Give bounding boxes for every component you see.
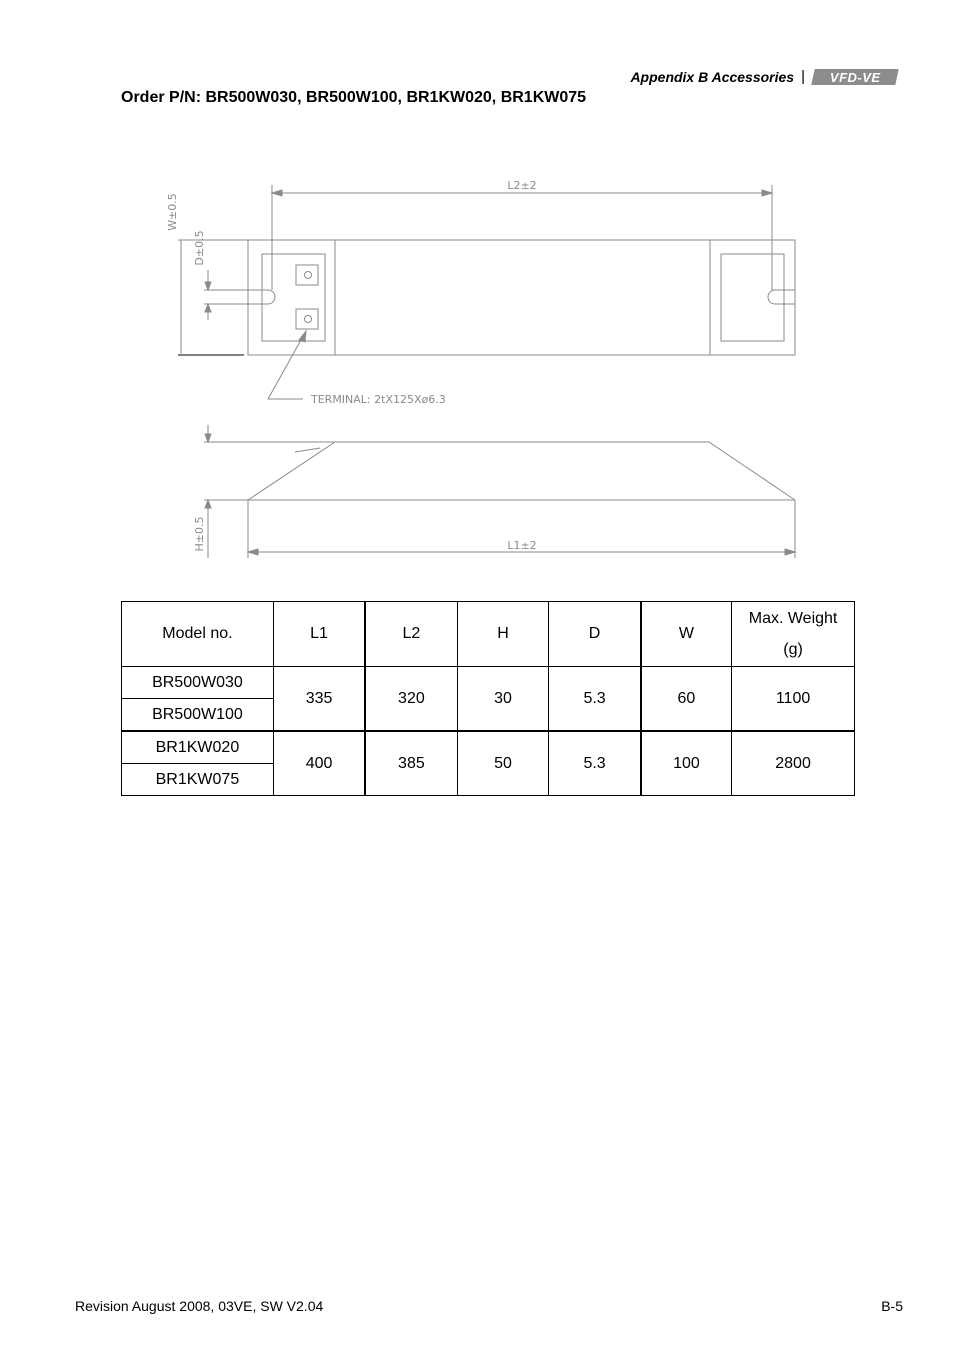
l2-dimension-label: L2±2 [507,179,537,192]
model-cell: BR500W030 [122,667,274,699]
header-l2: L2 [365,602,457,667]
max-weight-label: Max. Weight [748,610,838,627]
l2-cell: 320 [365,667,457,732]
l1-cell: 400 [273,731,365,796]
table-header-row [122,602,855,667]
model-cell: BR500W100 [122,699,274,732]
table-row [122,667,855,699]
logo-text: VFD-VE [829,69,881,84]
spec-table [121,601,855,796]
top-view-body [248,240,795,355]
l2-cell: 385 [365,731,457,796]
header-max-weight [732,602,855,667]
header-l1: L1 [273,602,365,667]
weight-cell: 2800 [732,731,855,796]
w-cell: 60 [641,667,732,732]
table-row [122,731,855,764]
max-weight-unit: (g) [783,641,803,658]
right-bracket [721,254,784,341]
h-dimension-label: H±0.5 [193,516,206,552]
page-number: B-5 [881,1298,903,1314]
d-cell: 5.3 [549,667,641,732]
header-h: H [457,602,549,667]
order-title: Order P/N: BR500W030, BR500W100, BR1KW020, BR1KW075 [121,89,587,106]
header-w: W [641,602,732,667]
header-model: Model no. [122,602,274,667]
terminal-label: TERMINAL: 2tX125Xø6.3 [311,393,446,406]
h-cell: 30 [457,667,549,732]
l1-cell: 335 [273,667,365,732]
section-title: Appendix B Accessories [630,68,795,85]
revision-footer: Revision August 2008, 03VE, SW V2.04 [75,1298,324,1314]
d-cell: 5.3 [549,731,641,796]
d-dimension-label: D±0.5 [193,230,206,266]
header-separator: | [801,68,805,85]
side-view-body [248,442,795,500]
model-cell: BR1KW075 [122,764,274,796]
weight-cell: 1100 [732,667,855,732]
resistor-drawing [0,0,954,600]
l1-dimension-label: L1±2 [507,539,537,552]
left-bracket [262,254,325,341]
model-cell: BR1KW020 [122,731,274,764]
h-cell: 50 [457,731,549,796]
w-cell: 100 [641,731,732,796]
header-d: D [549,602,641,667]
w-dimension-label: W±0.5 [166,193,179,231]
